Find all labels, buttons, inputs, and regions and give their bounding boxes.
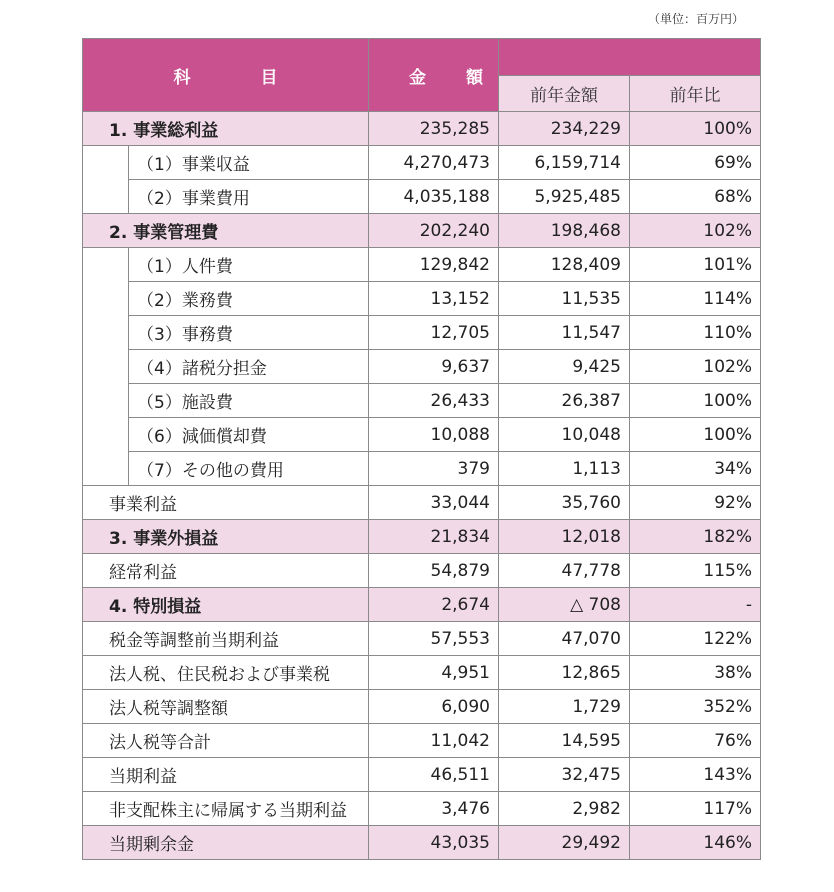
ratio-cell: 352%: [630, 690, 761, 724]
ratio-cell: 76%: [630, 724, 761, 758]
row-label: 経常利益: [83, 554, 369, 588]
table-row: [83, 758, 761, 792]
prev-amount-cell: 128,409: [499, 248, 630, 282]
row-label: 法人税、住民税および事業税: [83, 656, 369, 690]
row-label: 税金等調整前当期利益: [83, 622, 369, 656]
ratio-cell: 100%: [630, 112, 761, 146]
ratio-cell: 68%: [630, 180, 761, 214]
amount-cell: 4,270,473: [369, 146, 499, 180]
prev-amount-cell: 2,982: [499, 792, 630, 826]
row-label: （2）業務費: [129, 282, 369, 316]
table-row: [83, 146, 761, 180]
income-statement-table: [82, 38, 761, 860]
ratio-cell: 143%: [630, 758, 761, 792]
prev-amount-cell: 5,925,485: [499, 180, 630, 214]
amount-cell: 4,035,188: [369, 180, 499, 214]
prev-amount-cell: 10,048: [499, 418, 630, 452]
prev-amount-cell: 32,475: [499, 758, 630, 792]
prev-amount-cell: 12,865: [499, 656, 630, 690]
header-blank: [499, 39, 761, 76]
amount-cell: 202,240: [369, 214, 499, 248]
ratio-cell: -: [630, 588, 761, 622]
amount-cell: 13,152: [369, 282, 499, 316]
row-label: 事業利益: [83, 486, 369, 520]
ratio-cell: 101%: [630, 248, 761, 282]
table-row: [83, 486, 761, 520]
amount-cell: 21,834: [369, 520, 499, 554]
table-row: [83, 112, 761, 146]
row-label: 当期剰余金: [83, 826, 369, 860]
amount-cell: 4,951: [369, 656, 499, 690]
row-label: （7）その他の費用: [129, 452, 369, 486]
prev-amount-cell: 35,760: [499, 486, 630, 520]
prev-amount-cell: 26,387: [499, 384, 630, 418]
table-row: [83, 452, 761, 486]
ratio-cell: 114%: [630, 282, 761, 316]
row-label: 非支配株主に帰属する当期利益: [83, 792, 369, 826]
amount-cell: 3,476: [369, 792, 499, 826]
ratio-cell: 115%: [630, 554, 761, 588]
table-row: [83, 520, 761, 554]
header-ratio: 前年比: [630, 76, 761, 112]
table-row: [83, 622, 761, 656]
prev-amount-cell: 9,425: [499, 350, 630, 384]
row-label: （3）事務費: [129, 316, 369, 350]
row-label: （6）減価償却費: [129, 418, 369, 452]
table-row: [83, 316, 761, 350]
row-label: （5）施設費: [129, 384, 369, 418]
ratio-cell: 34%: [630, 452, 761, 486]
amount-cell: 10,088: [369, 418, 499, 452]
unit-note: （単位：百万円）: [648, 12, 745, 26]
amount-cell: 235,285: [369, 112, 499, 146]
amount-cell: 129,842: [369, 248, 499, 282]
ratio-cell: 92%: [630, 486, 761, 520]
prev-amount-cell: 29,492: [499, 826, 630, 860]
prev-amount-cell: 1,113: [499, 452, 630, 486]
prev-amount-cell: 234,229: [499, 112, 630, 146]
amount-cell: 46,511: [369, 758, 499, 792]
ratio-cell: 102%: [630, 214, 761, 248]
row-label: （2）事業費用: [129, 180, 369, 214]
row-label: 1. 事業総利益: [83, 112, 369, 146]
row-label: 法人税等合計: [83, 724, 369, 758]
amount-cell: 379: [369, 452, 499, 486]
table-row: [83, 180, 761, 214]
prev-amount-cell: 14,595: [499, 724, 630, 758]
amount-cell: 9,637: [369, 350, 499, 384]
ratio-cell: 117%: [630, 792, 761, 826]
table-row: [83, 656, 761, 690]
row-label: （1）人件費: [129, 248, 369, 282]
ratio-cell: 182%: [630, 520, 761, 554]
header-item: 科目: [83, 39, 369, 112]
table-row: [83, 554, 761, 588]
table-row: [83, 282, 761, 316]
table-row: [83, 248, 761, 282]
row-label: 当期利益: [83, 758, 369, 792]
ratio-cell: 122%: [630, 622, 761, 656]
table-row: [83, 724, 761, 758]
ratio-cell: 110%: [630, 316, 761, 350]
row-label: 4. 特別損益: [83, 588, 369, 622]
amount-cell: 57,553: [369, 622, 499, 656]
amount-cell: 54,879: [369, 554, 499, 588]
row-label: （1）事業収益: [129, 146, 369, 180]
amount-cell: 12,705: [369, 316, 499, 350]
amount-cell: 11,042: [369, 724, 499, 758]
table-row: [83, 588, 761, 622]
row-label: 法人税等調整額: [83, 690, 369, 724]
indent-spacer: [83, 146, 129, 214]
ratio-cell: 100%: [630, 384, 761, 418]
row-label: 2. 事業管理費: [83, 214, 369, 248]
table-row: [83, 214, 761, 248]
table-row: [83, 690, 761, 724]
prev-amount-cell: 11,547: [499, 316, 630, 350]
prev-amount-cell: 12,018: [499, 520, 630, 554]
table-header: [83, 39, 761, 112]
row-label: （4）諸税分担金: [129, 350, 369, 384]
table-row: [83, 418, 761, 452]
table-row: [83, 826, 761, 860]
ratio-cell: 38%: [630, 656, 761, 690]
ratio-cell: 146%: [630, 826, 761, 860]
table-row: [83, 350, 761, 384]
prev-amount-cell: 47,070: [499, 622, 630, 656]
header-amount: 金額: [369, 39, 499, 112]
amount-cell: 26,433: [369, 384, 499, 418]
amount-cell: 43,035: [369, 826, 499, 860]
ratio-cell: 102%: [630, 350, 761, 384]
prev-amount-cell: 11,535: [499, 282, 630, 316]
prev-amount-cell: 6,159,714: [499, 146, 630, 180]
table-body: [83, 112, 761, 860]
ratio-cell: 100%: [630, 418, 761, 452]
amount-cell: 2,674: [369, 588, 499, 622]
table-row: [83, 384, 761, 418]
prev-amount-cell: 1,729: [499, 690, 630, 724]
header-prev-amount: 前年金額: [499, 76, 630, 112]
amount-cell: 33,044: [369, 486, 499, 520]
amount-cell: 6,090: [369, 690, 499, 724]
prev-amount-cell: 198,468: [499, 214, 630, 248]
prev-amount-cell: 47,778: [499, 554, 630, 588]
row-label: 3. 事業外損益: [83, 520, 369, 554]
table-row: [83, 792, 761, 826]
prev-amount-cell: △ 708: [499, 588, 630, 622]
ratio-cell: 69%: [630, 146, 761, 180]
indent-spacer: [83, 248, 129, 486]
